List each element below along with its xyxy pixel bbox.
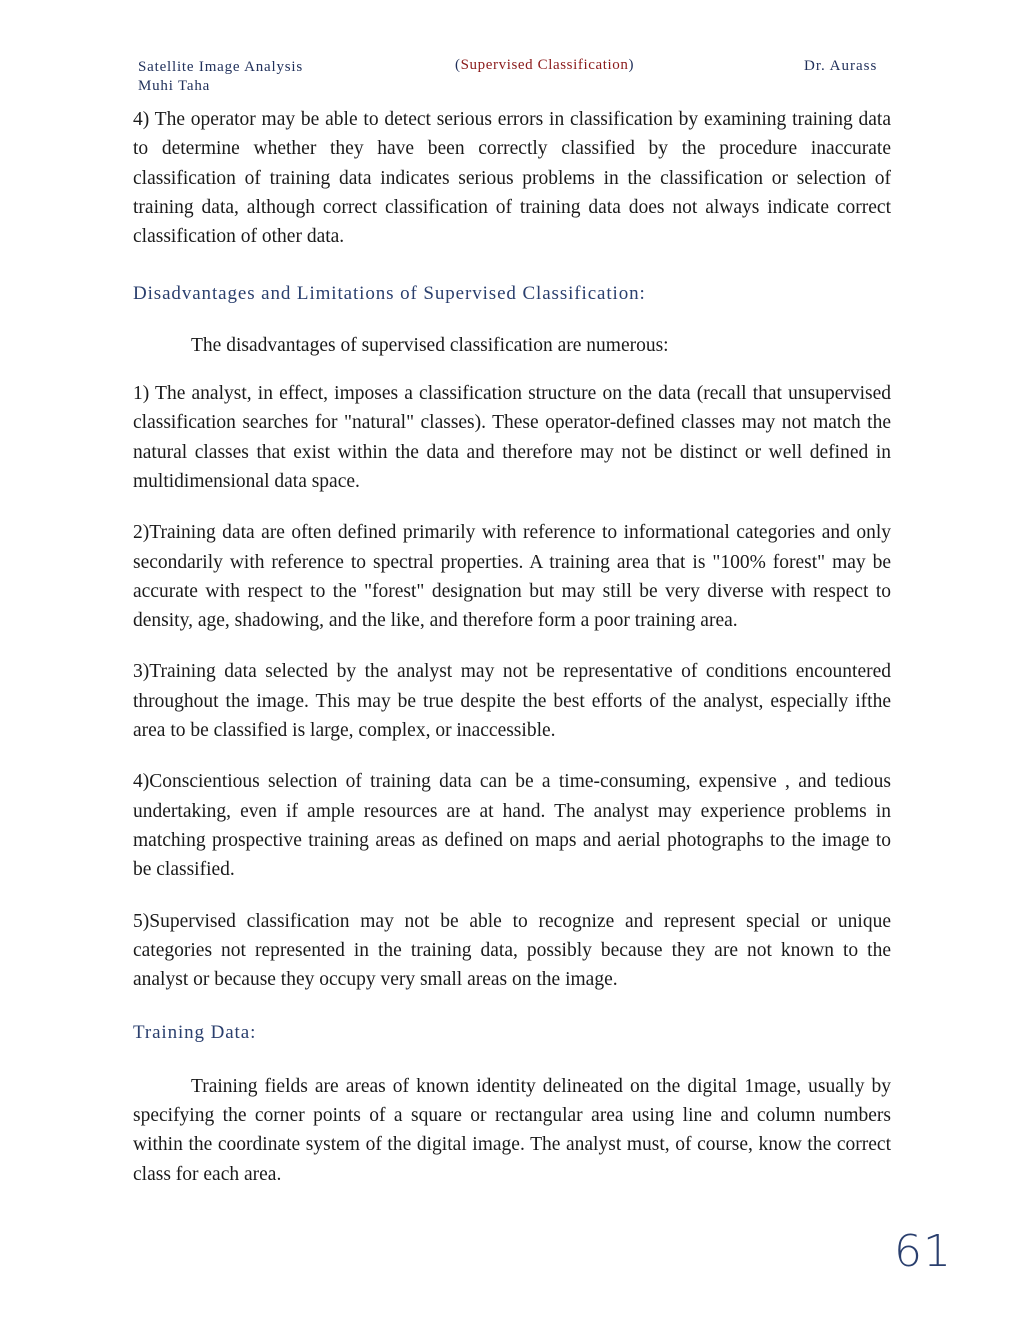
- paragraph-training-fields: Training fields are areas of known identity delineated on the digital 1mage, usually by specifying the corner points of a square or rectangular area using line and column numbers within the coordinate system of the digital image. The analyst must, of course, know the correct class for each area.: [133, 1075, 891, 1185]
- section-heading-training-data: Training Data:: [133, 1022, 257, 1044]
- disadvantage-item-2: 2)Training data are often defined primarily with reference to informational categories and only secondarily with reference to spectral properties. A training area that is "100% forest" may be accurate with respect to the "forest" designation but may still be very diverse with respect to density, age, shadowing, and the like, and therefore form a poor training area.: [133, 522, 891, 632]
- disadvantage-item-5: 5)Supervised classification may not be able to recognize and represent special or unique categories not represented in the training data, possibly because they are not known to the analyst or because they occupy very small areas on the image.: [133, 910, 891, 991]
- header-author-name: Muhi Taha: [138, 78, 211, 94]
- header-instructor: Dr. Aurass: [804, 58, 878, 74]
- section-heading-disadvantages: Disadvantages and Limitations of Supervised Classification:: [133, 283, 646, 305]
- header-topic-text: Supervised Classification: [460, 57, 629, 73]
- disadvantage-item-3: 3)Training data selected by the analyst may not be representative of conditions encountered throughout the image. This may be true despite the best efforts of the analyst, especially ifthe area to be classified is large, complex, or inaccessible.: [133, 661, 891, 742]
- page-number: 61: [894, 1226, 952, 1277]
- header-course-title: Satellite Image Analysis: [138, 59, 304, 75]
- header-topic-close-paren: ): [628, 57, 635, 73]
- paragraph-disadvantages-intro: The disadvantages of supervised classification are numerous:: [191, 334, 669, 356]
- header-topic-open-paren: (: [455, 57, 461, 73]
- disadvantage-item-1: 1) The analyst, in effect, imposes a classification structure on the data (recall that unsupervised classification searches for "natural" classes). These operator-defined classes may not match the natural classes that exist within the data and therefore may not be distinct or well defined in multidimensional data space.: [133, 383, 891, 492]
- paragraph-advantage-4: 4) The operator may be able to detect serious errors in classification by examining training data to determine whether they have been correctly classified by the procedure inaccurate classification of training data indicates serious problems in the classification or selection of training data, although correct classification of training data does not always indicate correct classification of other data.: [133, 109, 891, 248]
- disadvantage-item-4: 4)Conscientious selection of training data can be a time-consuming, expensive , and tedious undertaking, even if ample resources are at hand. The analyst may experience problems in matching prospective training areas as defined on maps and aerial photographs to the image to be classified.: [133, 771, 891, 881]
- header-author-title: [138, 58, 303, 96]
- page-body: [133, 105, 891, 1189]
- header-topic: [455, 57, 634, 74]
